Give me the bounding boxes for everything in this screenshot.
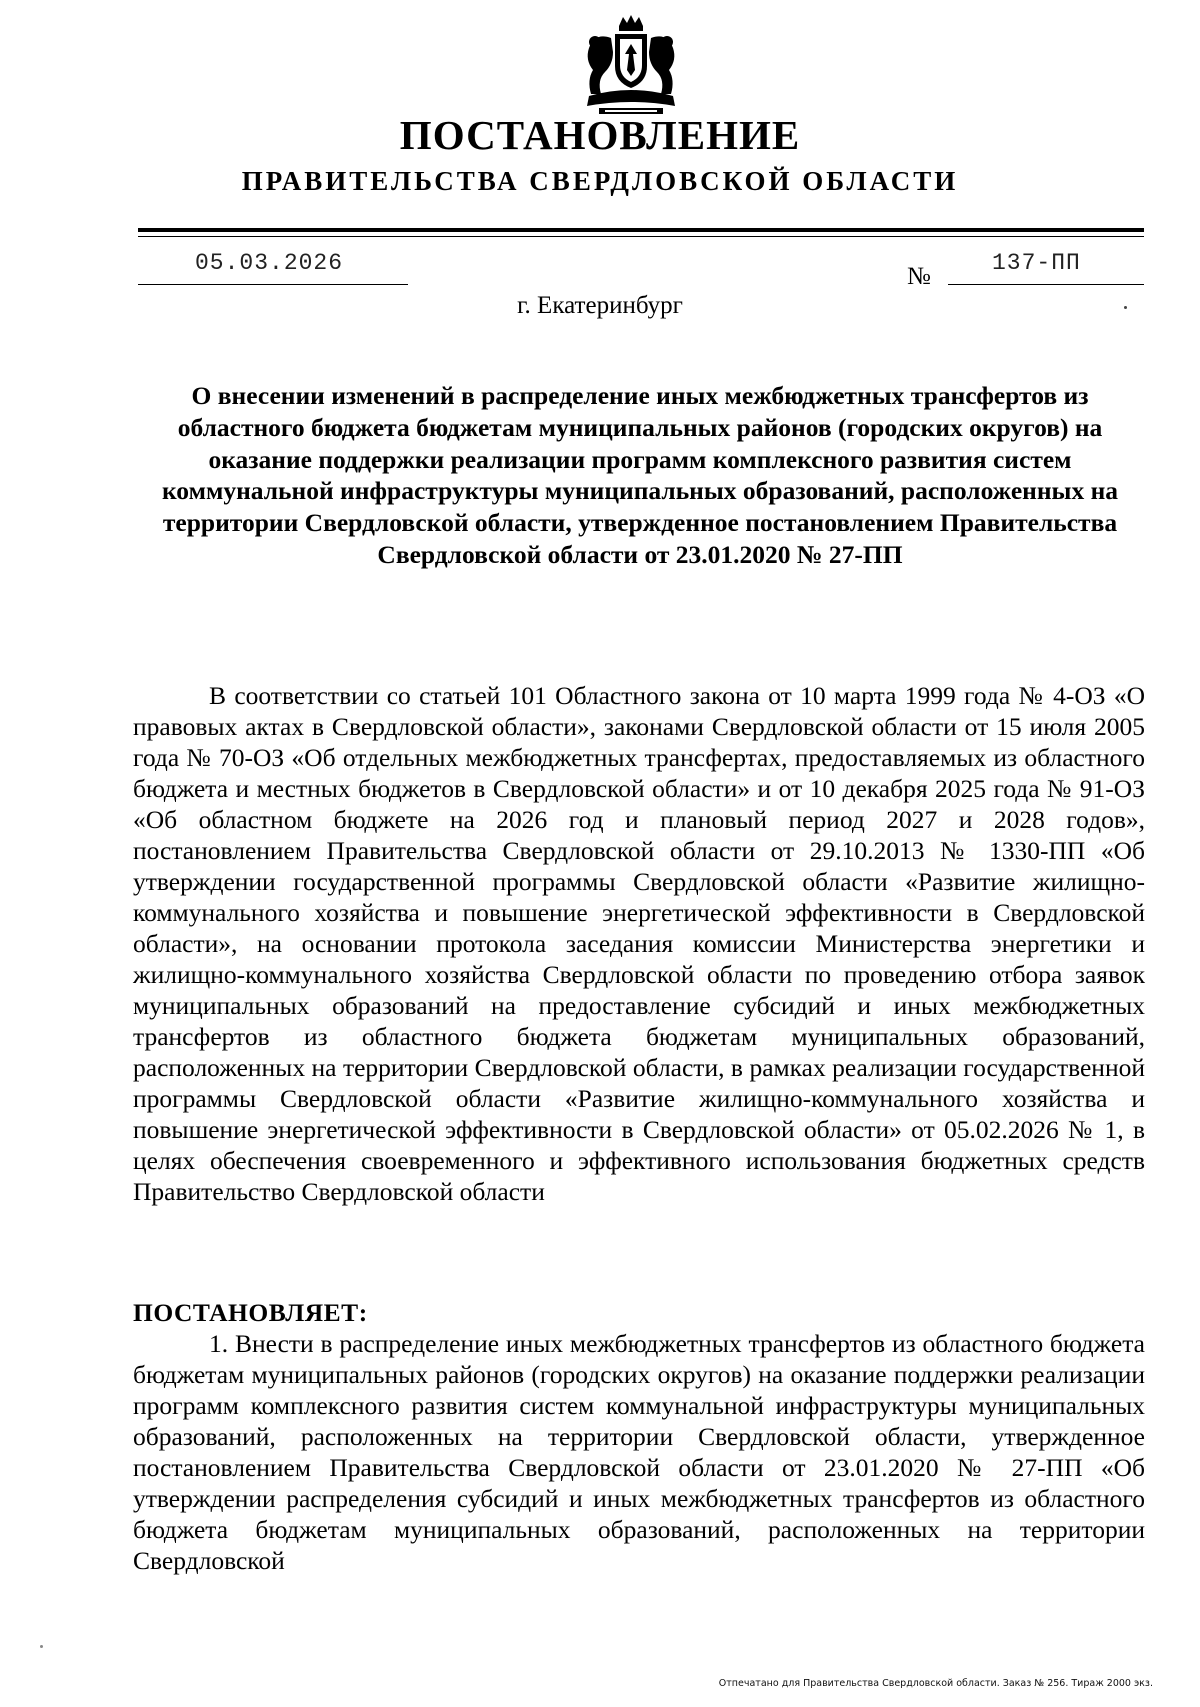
- preamble-paragraph: В соответствии со статьей 101 Областного закона от 10 марта 1999 года № 4-ОЗ «О правовых актах в Свердловской области», законами Свердловской области от 15 июля 2005 года № 70-ОЗ «Об отдельных межбюджетных трансфертах, предоставляемых из областного бюджета и местных бюджетов в Свердловской области» и от 10 декабря 2025 года № 91-ОЗ «Об областном бюджете на 2026 год и плановый период 2027 и 2028 годов», постановлением Правительства Свердловской области от 29.10.2013 № 1330-ПП «Об утверждении государственной программы Свердловской области «Развитие жилищно-коммунального хозяйства и повышение энергетической эффективности в Свердловской области», на основании протокола заседания комиссии Министерства энергетики и жилищно-коммунального хозяйства Свердловской области по проведению отбора заявок муниципальных образований на предоставление субсидий и иных межбюджетных трансфертов из областного бюджета бюджетам муниципальных образований, расположенных на территории Свердловской области, в рамках реализации государственной программы Свердловской области «Развитие жилищно-коммунального хозяйства и повышение энергетической эффективности в Свердловской области» от 05.02.2026 № 1, в целях обеспечения своевременного и эффективного использования бюджетных средств Правительство Свердловской области: [133, 681, 1145, 1206]
- coat-of-arms-icon: [575, 14, 687, 118]
- document-type-title: ПОСТАНОВЛЕНИЕ: [399, 112, 801, 158]
- document-city: г. Екатеринбург: [517, 292, 683, 319]
- document-heading: О внесении изменений в распределение иных межбюджетных трансфертов из областного бюджета бюджетам муниципальных районов (городских округов) на оказание поддержки реализации программ комплексного развития систем коммунальной инфраструктуры муниципальных образований, расположенных на территории Свердловской области, утвержденное постановлением Правительства Свердловской области от 23.01.2020 № 27-ПП: [161, 381, 1119, 569]
- document-date: 05.03.2026: [195, 250, 344, 276]
- document-number: 137-ПП: [992, 250, 1081, 276]
- number-underline: [948, 284, 1144, 285]
- header-divider-thin: [138, 236, 1144, 237]
- clause-1-paragraph: 1. Внести в распределение иных межбюджетных трансфертов из областного бюджета бюджетам муниципальных районов (городских округов) на оказание поддержки реализации программ комплексного развития систем коммунальной инфраструктуры муниципальных образований, расположенных на территории Свердловской области, утвержденное постановлением Правительства Свердловской области от 23.01.2020 № 27-ПП «Об утверждении распределения субсидий и иных межбюджетных трансфертов из областного бюджета бюджетам муниципальных образований, расположенных на территории Свердловской: [133, 1329, 1145, 1575]
- header-divider-thick: [138, 228, 1144, 232]
- issuer-subtitle: ПРАВИТЕЛЬСТВА СВЕРДЛОВСКОЙ ОБЛАСТИ: [241, 166, 959, 196]
- resolves-label: ПОСТАНОВЛЯЕТ:: [133, 1298, 368, 1327]
- number-sign: №: [907, 263, 931, 290]
- scan-speck-margin: [40, 1645, 43, 1648]
- scan-speck: [1124, 306, 1127, 309]
- print-run-note: Отпечатано для Правительства Свердловской области. Заказ № 256. Тираж 2000 экз.: [718, 1678, 1153, 1689]
- date-underline: [138, 284, 408, 285]
